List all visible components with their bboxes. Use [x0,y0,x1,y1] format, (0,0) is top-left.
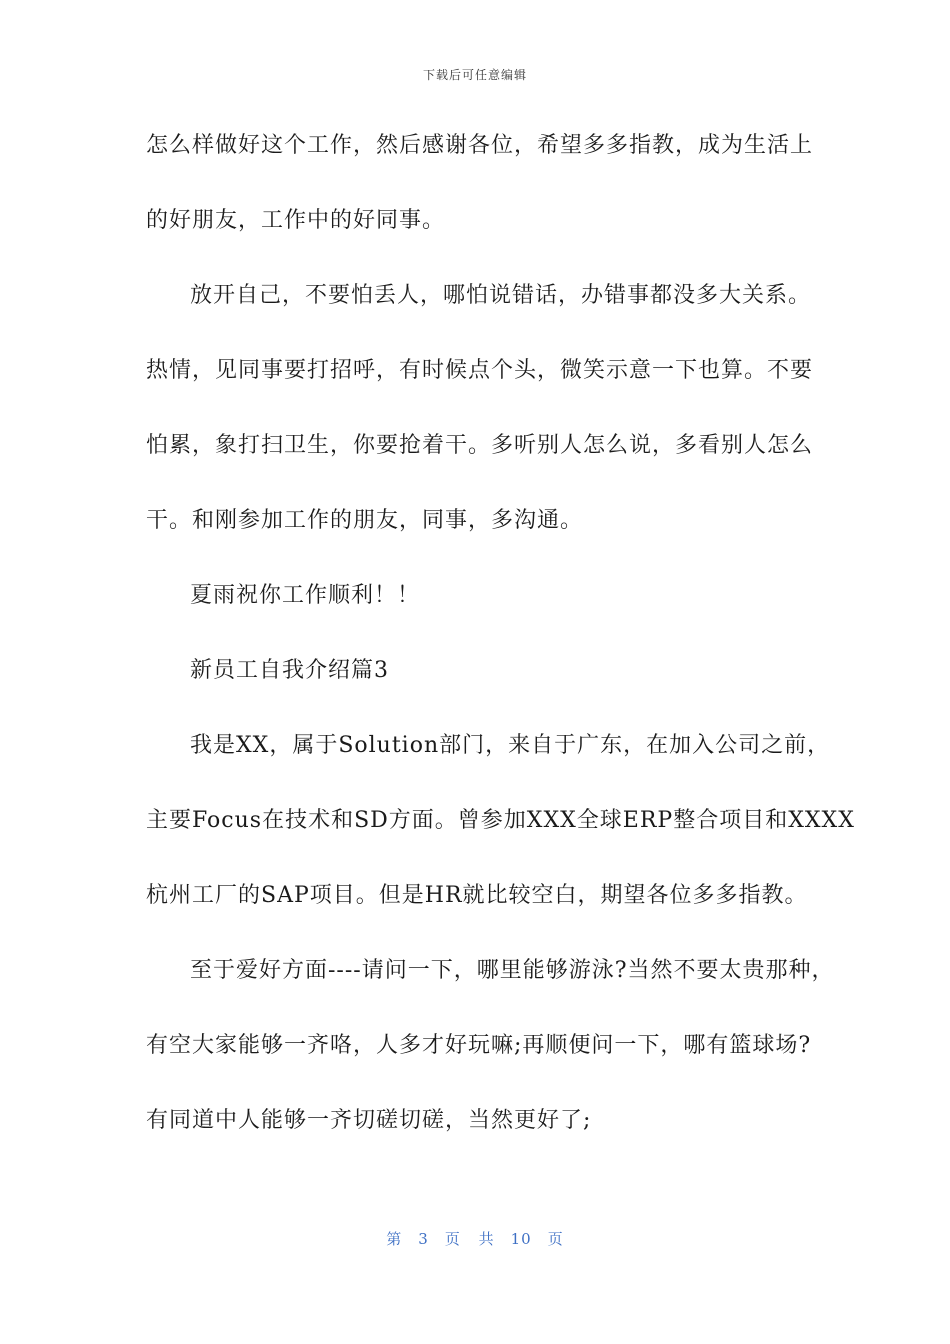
footer-suffix: 页 [547,1230,564,1248]
current-page-number: 3 [418,1230,429,1248]
text-line: 我是XX，属于Solution部门，来自于广东，在加入公司之前， [190,733,831,758]
total-pages-number: 10 [510,1230,532,1248]
text-line: 怎么样做好这个工作，然后感谢各位，希望多多指教，成为生活上 [146,133,814,158]
page-footer [0,1228,950,1249]
section-heading: 新员工自我介绍篇3 [190,658,389,683]
text-line: 怕累，象打扫卫生，你要抢着干。多听别人怎么说，多看别人怎么 [146,433,814,458]
text-line: 有空大家能够一齐咯，人多才好玩嘛;再顺便问一下，哪有篮球场? [146,1033,812,1058]
footer-middle: 页 共 [444,1230,495,1248]
text-line: 夏雨祝你工作顺利！！ [190,583,421,608]
text-line: 干。和刚参加工作的朋友，同事，多沟通。 [146,508,584,533]
text-line: 的好朋友，工作中的好同事。 [146,208,446,233]
page-header: 下载后可任意编辑 [422,68,527,82]
text-line: 放开自己，不要怕丢人，哪怕说错话，办错事都没多大关系。 [190,283,812,308]
text-line: 至于爱好方面----请问一下，哪里能够游泳?当然不要太贵那种， [190,958,835,983]
text-line: 热情，见同事要打招呼，有时候点个头，微笑示意一下也算。不要 [146,358,814,383]
text-line: 杭州工厂的SAP项目。但是HR就比较空白，期望各位多多指教。 [146,883,808,908]
footer-prefix: 第 [386,1230,403,1248]
text-line: 有同道中人能够一齐切磋切磋，当然更好了; [146,1108,592,1133]
document-body [146,126,855,1176]
text-line: 主要Focus在技术和SD方面。曾参加XXX全球ERP整合项目和XXXX [146,808,855,833]
